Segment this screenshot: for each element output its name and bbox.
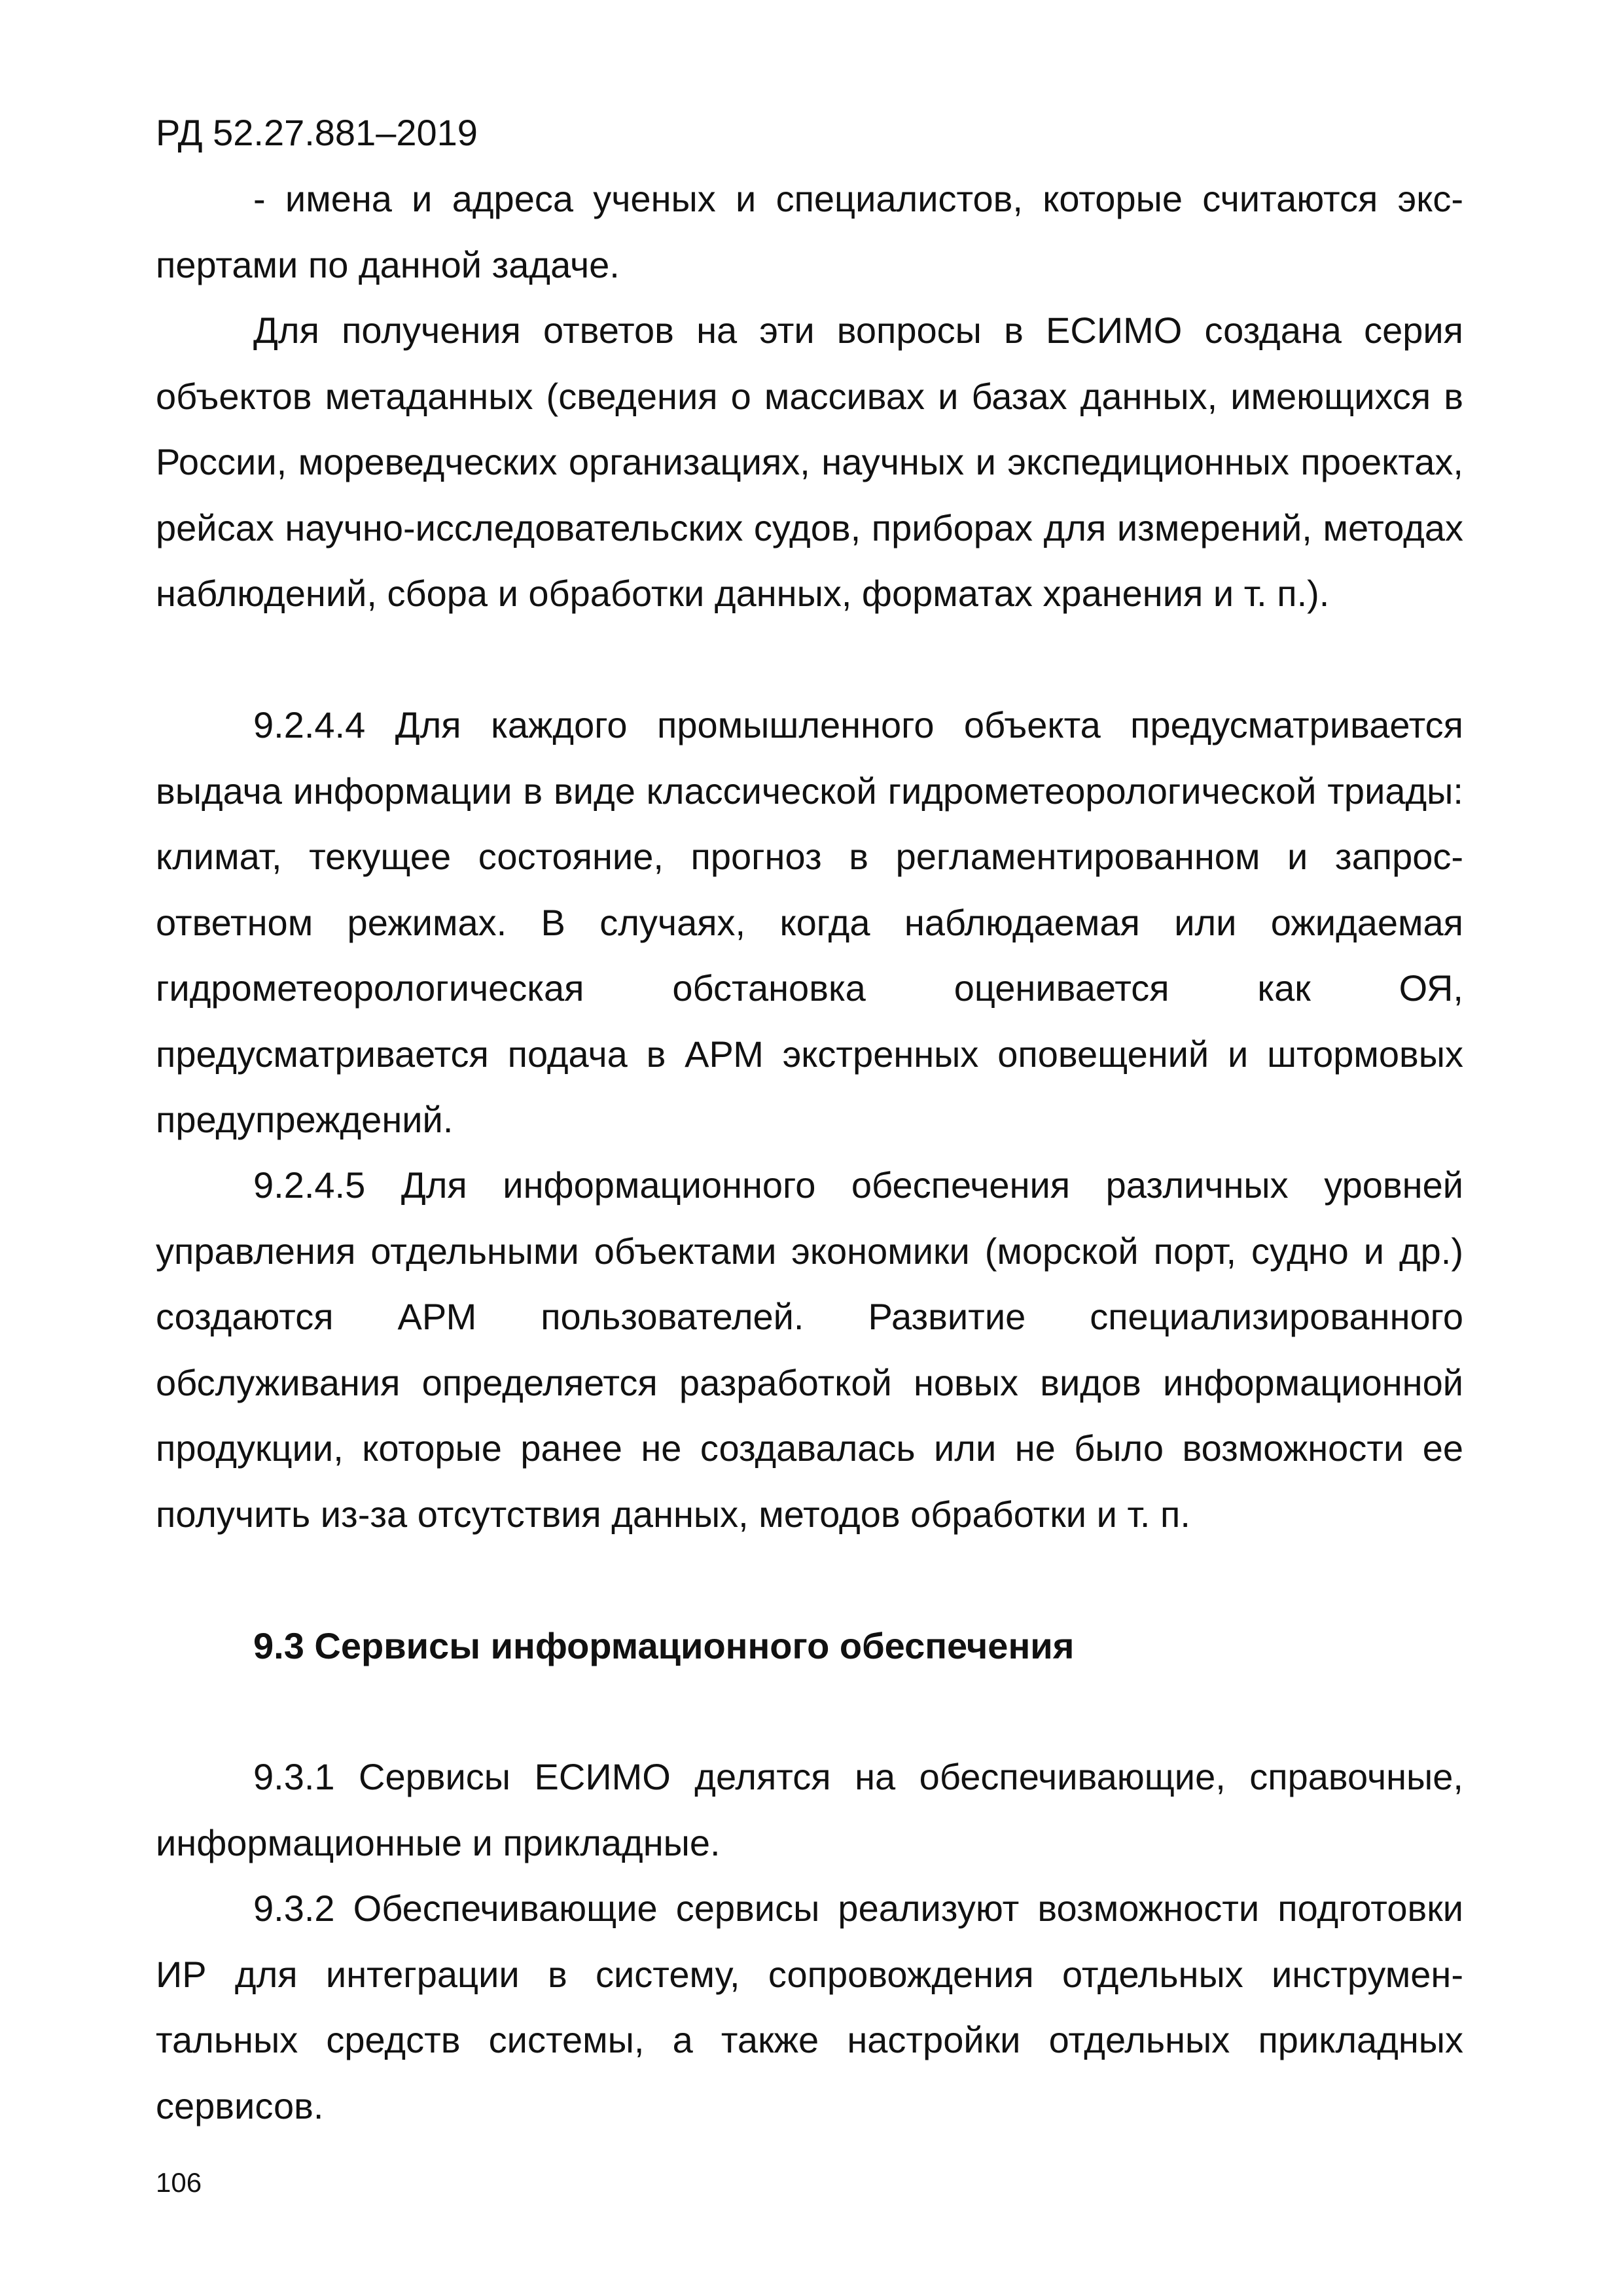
page-number: 106 [156,2167,202,2198]
paragraph-experts: - имена и адреса ученых и специалистов, которые считаются экспертами по данной задаче. [156,178,1463,285]
paragraph-9-2-4-5: 9.2.4.5 Для информационного обеспечения различных уровней управления отдельными объектами экономики (морской порт, судно и др.) создаются АРМ пользователей. Развитие специализированного обслуживания определяется разработкой новых видов информационной продукции, которые ранее не создавалась или не было возможности ее получить из-за отсутствия данных, методов обработки и т. п. [156,1164,1463,1535]
paragraph-metadata: Для получения ответов на эти вопросы в ЕСИМО создана серия объектов метаданных (сведения о массивах и базах данных, имеющихся в России, мореведческих организациях, научных и экспедиционных проектах, рейсах научно-исследовательских судов, приборах для измерений, методах наблюдений, сбора и обработки данных, форматах хранения и т. п.). [156,310,1463,614]
paragraph-9-3-2: 9.3.2 Обеспечивающие сервисы реализуют возможности подготовки ИР для интеграции в систему, сопровождения отдельных инструментальных средств системы, а также настройки отдельных прикладных сервисов. [156,1888,1463,2126]
document-code: РД 52.27.881–2019 [156,112,478,153]
paragraph-9-2-4-4: 9.2.4.4 Для каждого промышленного объекта предусматривается выдача информации в виде классической гидрометеорологической триады: климат, текущее состояние, прогноз в регламентированном и запрос-ответном режимах. В случаях, когда наблюдаемая или ожидаемая гидрометеорологическая обстановка оценивается как ОЯ, предусматривается подача в АРМ экстренных оповещений и штормовых предупреждений. [156,704,1463,1140]
section-heading-9-3: 9.3 Сервисы информационного обеспечения [253,1625,1075,1666]
paragraph-9-3-1: 9.3.1 Сервисы ЕСИМО делятся на обеспечивающие, справочные, информационные и прикладные. [156,1756,1463,1863]
